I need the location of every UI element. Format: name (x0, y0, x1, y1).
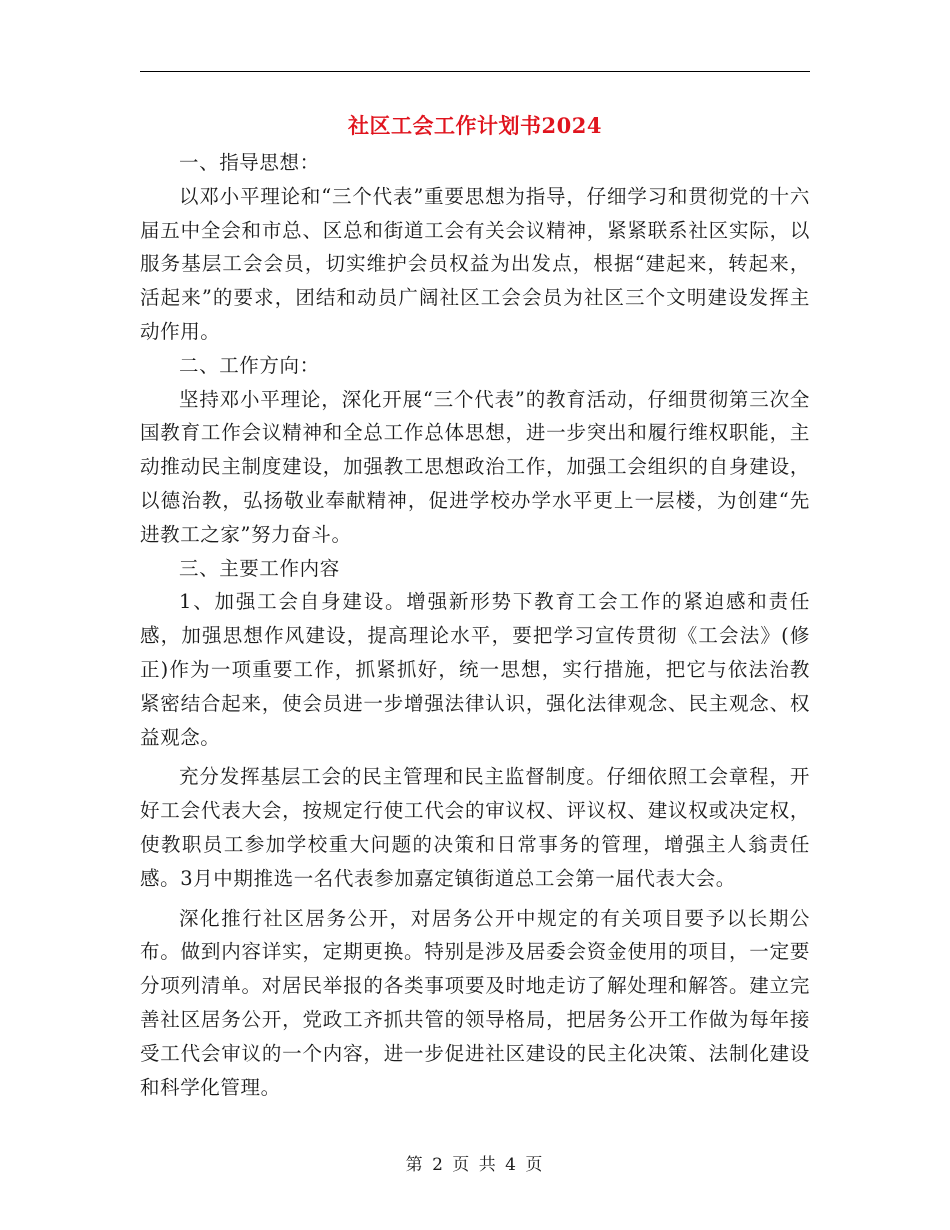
paragraph-affairs-disclosure: 深化推行社区居务公开，对居务公开中规定的有关项目要予以长期公布。做到内容详实，定期更换。特别是涉及居委会资金使用的项目，一定要分项列清单。对居民举报的各类事项要及时地走访了解处理和解答。建立完善社区居务公开，党政工齐抓共管的领导格局，把居务公开工作做为每年接受工代会审议的一个内容，进一步促进社区建设的民主化决策、法制化建设和科学化管理。 (140, 906, 810, 1099)
document-title: 社区工会工作计划书2024 (348, 113, 602, 138)
paragraph-guiding-thought: 以邓小平理论和“三个代表”重要思想为指导，仔细学习和贯彻党的十六届五中全会和市总、区总和街道工会有关会议精神，紧紧联系社区实际，以服务基层工会会员，切实维护会员权益为出发点，根据“建起来，转起来，活起来”的要求，团结和动员广阔社区工会会员为社区三个文明建设发挥主动作用。 (140, 184, 810, 343)
section-heading-main-work: 三、主要工作内容 (179, 556, 340, 580)
paragraph-democratic-management: 充分发挥基层工会的民主管理和民主监督制度。仔细依照工会章程，开好工会代表大会，按规定行使工代会的审议权、评议权、建议权或决定权，使教职员工参加学校重大问题的决策和日常事务的管理，增强主人翁责任感。3月中期推选一名代表参加嘉定镇街道总工会第一届代表大会。 (140, 765, 810, 890)
section-heading-work-direction: 二、工作方向： (179, 353, 320, 377)
paragraph-self-building: 1、加强工会自身建设。增强新形势下教育工会工作的紧迫感和责任感，加强思想作风建设，提高理论水平，要把学习宣传贯彻《工会法》(修正)作为一项重要工作，抓紧抓好，统一思想，实行措施，把它与依法治教紧密结合起来，使会员进一步增强法律认识，强化法律观念、民主观念、权益观念。 (140, 590, 810, 749)
document-body (140, 146, 810, 1104)
section-heading-guiding-thought: 一、指导思想： (179, 151, 320, 174)
page-number: 第 2 页 共 4 页 (405, 1155, 545, 1175)
paragraph-work-direction: 坚持邓小平理论，深化开展“三个代表”的教育活动，仔细贯彻第三次全国教育工作会议精神和全总工作总体思想，进一步突出和履行维权职能，主动推动民主制度建设，加强教工思想政治工作，加强工会组织的自身建设，以德治教，弘扬敬业奉献精神，促进学校办学水平更上一层楼，为创建“先进教工之家”努力奋斗。 (140, 387, 810, 546)
header-rule (140, 71, 810, 72)
